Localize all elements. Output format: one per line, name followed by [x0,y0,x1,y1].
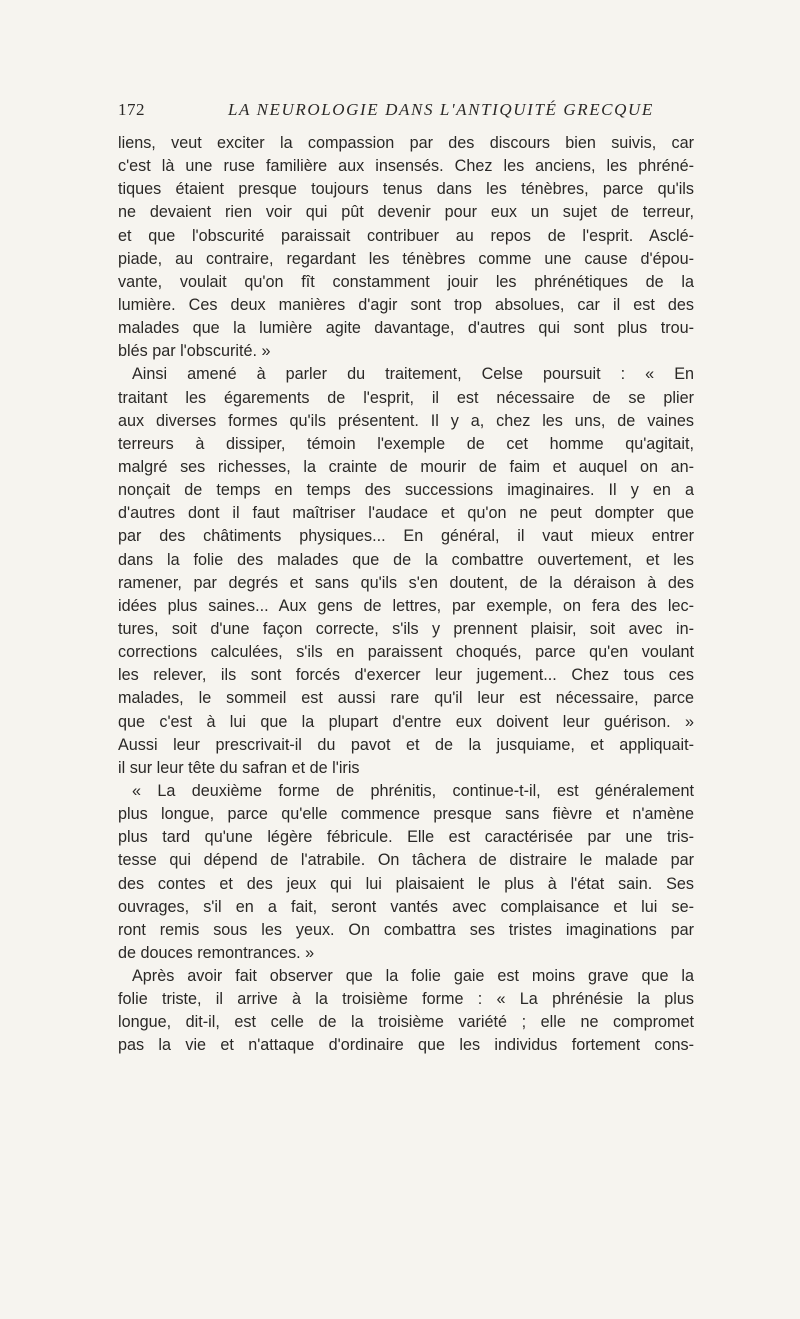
text-line: par des châtiments physiques... En général, il vaut mieux entrer [118,527,694,546]
text-line: folie triste, il arrive à la troisième forme : « La phrénésie la plus [118,990,694,1009]
text-line: traitant les égarements de l'esprit, il est nécessaire de se plier [118,388,694,407]
text-line: corrections calculées, s'ils en paraissent choqués, parce qu'en voulant [118,643,694,662]
text-line: Aussi leur prescrivait-il du pavot et de la jusquiame, et appliquait- [118,735,694,754]
text-line: idées plus saines... Aux gens de lettres, par exemple, on fera des lec- [118,596,694,615]
text-line: liens, veut exciter la compassion par des discours bien suivis, car [118,134,694,152]
text-line: « La deuxième forme de phrénitis, continue-t-il, est généralement [132,781,694,800]
text-line: de douces remontrances. » [118,943,315,962]
text-line: ouvrages, s'il en a fait, seront vantés avec complaisance et lui se- [118,897,694,916]
text-line: tesse qui dépend de l'atrabile. On tâchera de distraire le malade par [118,851,694,870]
text-line: ne devaient rien voir qui pût devenir pour eux un sujet de terreur, [118,203,694,222]
text-line: tures, soit d'une façon correcte, s'ils y prennent plaisir, soit avec in- [118,619,694,638]
text-line: ramener, par degrés et sans qu'ils s'en doutent, de la déraison à des [118,573,694,592]
text-line: dans la folie des malades que de la combattre ouvertement, et les [118,550,694,569]
text-line: Ainsi amené à parler du traitement, Celse poursuit : « En [132,365,694,384]
text-line: nonçait de temps en temps des successions imaginaires. Il y en a [118,481,694,500]
text-line: d'autres dont il faut maîtriser l'audace et qu'on ne peut dompter que [118,504,694,523]
text-line: vante, voulait qu'on fît constamment jouir les phrénétiques de la [118,272,694,291]
text-line: c'est là une ruse familière aux insensés. Chez les anciens, les phréné- [118,157,694,176]
text-line: malades, le sommeil est aussi rare qu'il leur est nécessaire, parce [118,689,694,708]
page-number: 172 [118,100,145,119]
text-line: des contes et des jeux qui lui plaisaient le plus à l'état sain. Ses [118,874,694,893]
text-line: malades que la lumière agite davantage, d'autres qui sont plus trou- [118,319,694,338]
text-line: malgré ses richesses, la crainte de mourir de faim et auquel on an- [118,457,694,476]
text-line: terreurs à dissiper, témoin l'exemple de cet homme qu'agitait, [118,434,694,453]
text-line: lumière. Ces deux manières d'agir sont trop absolues, car il est des [118,295,694,314]
text-line: il sur leur tête du safran et de l'iris [118,758,360,777]
text-line: ront remis sous les yeux. On combattra ses tristes imaginations par [118,920,694,939]
text-line: longue, dit-il, est celle de la troisième variété ; elle ne compromet [118,1013,694,1032]
text-line: tiques étaient presque toujours tenus dans les ténèbres, parce qu'ils [118,180,694,199]
text-line: les relever, ils sont forcés d'exercer leur jugement... Chez tous ces [118,666,694,685]
text-line: Après avoir fait observer que la folie gaie est moins grave que la [132,967,694,986]
text-line: que c'est à lui que la plupart d'entre eux doivent leur guérison. » [118,712,694,731]
page-header [118,100,698,124]
text-line: pas la vie et n'attaque d'ordinaire que les individus fortement cons- [118,1036,694,1055]
text-line: plus tard qu'une légère fébricule. Elle est caractérisée par une tris- [118,828,694,847]
text-line: aux diverses formes qu'ils présentent. Il y a, chez les uns, de vaines [118,411,694,430]
text-line: et que l'obscurité paraissait contribuer au repos de l'esprit. Asclé- [118,226,694,245]
text-line: plus longue, parce qu'elle commence presque sans fièvre et n'amène [118,805,694,824]
body-text [118,132,694,1058]
text-line: piade, au contraire, regardant les ténèbres comme une cause d'épou- [118,249,694,268]
running-title: LA NEUROLOGIE DANS L'ANTIQUITÉ GRECQUE [228,100,654,119]
text-line: blés par l'obscurité. » [118,342,271,361]
